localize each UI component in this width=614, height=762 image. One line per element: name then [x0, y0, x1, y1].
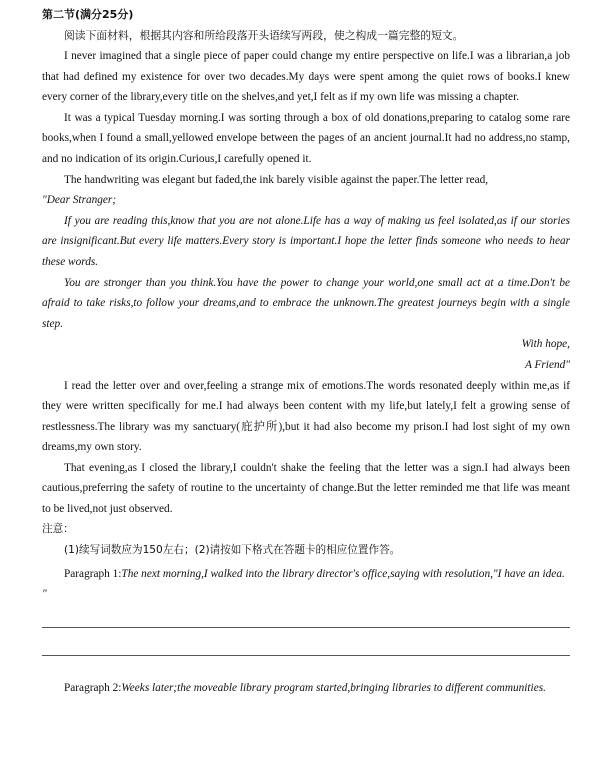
requirements-text: (1)续写词数应为150左右；(2)请按如下格式在答题卡的相应位置作答。: [64, 543, 401, 556]
paragraph-2-opening: Weeks later;the moveable library program started,bringing libraries to different communities.: [121, 681, 546, 694]
instruction-text: 阅读下面材料，根据其内容和所给段落开头语续写两段，使之构成一篇完整的短文。: [64, 29, 464, 42]
story-paragraph-3: The handwriting was elegant but faded,the ink barely visible against the paper.The letter read,: [64, 173, 489, 186]
story-paragraph-1: I never imagined that a single piece of paper could change my entire perspective on life.I was a librarian,a job that had defined my existence for over two decades.My days were spent among the quiet rows of books.I knew every corner of the library,every title on the shelves,and yet,I felt as if my own life was missing a chapter.: [42, 50, 570, 104]
story-paragraph-2: It was a typical Tuesday morning.I was sorting through a box of old donations,preparing to catalog some rare books,when I found a small,yellowed envelope between the pages of an ancient journal.It had no address,no stamp, and no indication of its origin.Curious,I carefully opened it.: [42, 111, 570, 165]
paragraph-1-label: Paragraph 1:: [64, 567, 122, 580]
letter-closing: With hope,: [521, 338, 570, 351]
paragraph-2-label: Paragraph 2:: [64, 681, 122, 694]
paragraph-1-opening: The next morning,I walked into the library director's office,saying with resolution,"I have an idea. ": [42, 567, 565, 601]
story-paragraph-4: I read the letter over and over,feeling a strange mix of emotions.The words resonated deeply within me,as if they were written specifically for me.I had always been content with my life,but lately,I felt a growing sense of restlessness.The library was my sanctuary(庇护所),but it had also become my prison.I had lost sight of my own dreams,my own story.: [42, 379, 570, 454]
letter-signature: A Friend": [524, 358, 570, 371]
letter-paragraph-1: If you are reading this,know that you are not alone.Life has a way of making us feel isolated,as if our stories are insignificant.But every life matters.Every story is important.I hope the letter finds someone who needs to hear these words.: [42, 214, 570, 268]
paragraph-1-prompt: [42, 564, 570, 605]
note-label: 注意：: [42, 522, 74, 535]
letter-greeting: "Dear Stranger;: [42, 194, 117, 207]
section-title: 第二节(满分25分): [42, 8, 134, 21]
paragraph-2-prompt: [42, 678, 570, 699]
story-paragraph-5: That evening,as I closed the library,I couldn't shake the feeling that the letter was a sign.I had always been cautious,preferring the safety of routine to the uncertainty of change.But the letter reminded me that life was meant to be lived,not just observed.: [42, 461, 570, 516]
letter-paragraph-2: You are stronger than you think.You have the power to change your world,one small act at a time.Don't be afraid to take risks,to follow your dreams,and to embrace the unknown.The greatest journeys begin with a single step.: [42, 276, 570, 330]
